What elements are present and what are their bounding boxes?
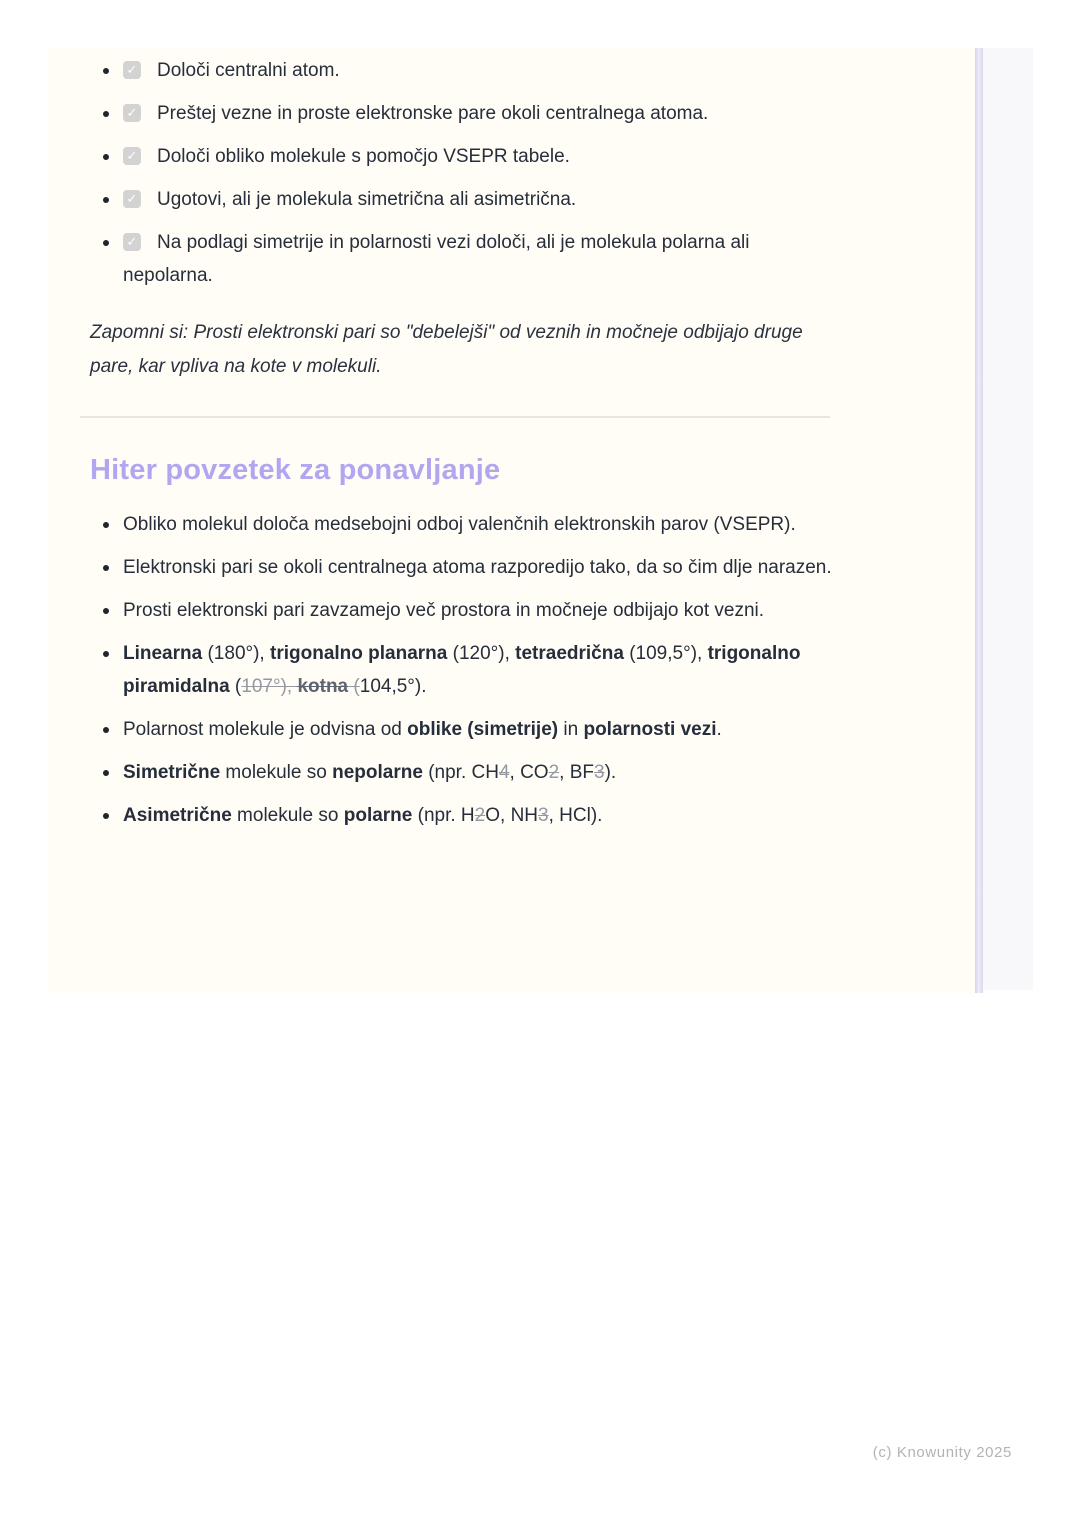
bullet-dot: [103, 756, 123, 789]
text-run: Linearna: [123, 643, 203, 664]
note-page-card: [48, 48, 977, 993]
text-run: .: [716, 719, 722, 740]
summary-item-text: [123, 756, 835, 789]
checklist-item: [103, 140, 932, 173]
checkmark-icon: ✓: [126, 148, 138, 163]
checklist-item-label: Določi obliko molekule s pomočjo VSEPR tabele.: [157, 146, 570, 167]
struck-text-run: 3: [594, 762, 605, 783]
bullet-dot: [103, 799, 123, 832]
summary-list: [90, 508, 932, 832]
summary-item-text: [123, 799, 835, 832]
struck-text-run: 2: [548, 762, 560, 783]
text-run: in: [558, 719, 584, 740]
section-divider: [80, 416, 830, 418]
text-run: (npr. H: [412, 805, 475, 826]
text-run: Prosti elektronski pari zavzamejo več prostora in močneje odbijajo kot vezni.: [123, 600, 765, 621]
right-gutter-panel: [983, 48, 1033, 990]
text-run: (npr. CH: [422, 762, 499, 783]
summary-item-text: [123, 551, 835, 584]
checklist-item: [103, 97, 932, 130]
checkbox-checked-icon[interactable]: [123, 233, 141, 251]
scrollbar-track[interactable]: [975, 48, 983, 993]
summary-item: [103, 551, 932, 584]
checklist-item-content: [123, 140, 835, 173]
bullet-dot: [103, 594, 123, 627]
struck-text-run: 107°),: [241, 676, 298, 697]
struck-text-run: 2: [474, 805, 486, 826]
text-run: Elektronski pari se okoli centralnega atoma razporedijo tako, da so čim dlje narazen.: [123, 557, 832, 578]
summary-item-text: [123, 594, 835, 627]
bullet-dot: [103, 226, 123, 292]
text-run: trigonalno piramidalna: [123, 643, 801, 697]
checklist-item-content: [123, 97, 835, 130]
bullet-dot: [103, 97, 123, 130]
checkbox-checked-icon[interactable]: [123, 61, 141, 79]
struck-text-run: 4: [498, 762, 510, 783]
bullet-dot: [103, 637, 123, 703]
text-run: molekule so: [220, 762, 333, 783]
checkmark-icon: ✓: [126, 62, 138, 77]
summary-heading: Hiter povzetek za ponavljanje: [90, 454, 501, 486]
checklist-item-label: Določi centralni atom.: [157, 60, 340, 81]
summary-item-text: [123, 713, 835, 746]
text-run: (180°),: [202, 643, 270, 664]
text-run: Obliko molekul določa medsebojni odboj valenčnih elektronskih parov (VSEPR).: [123, 514, 796, 535]
text-run: , HCl).: [548, 805, 603, 826]
struck-text-run: (: [348, 676, 360, 697]
checklist-item: [103, 183, 932, 216]
summary-item: [103, 756, 932, 789]
summary-item-text: [123, 508, 835, 541]
checkmark-icon: ✓: [126, 234, 138, 249]
text-run: oblike (simetrije): [407, 719, 559, 740]
checklist-item-label: Preštej vezne in proste elektronske pare okoli centralnega atoma.: [157, 103, 709, 124]
summary-item: [103, 508, 932, 541]
bullet-dot: [103, 140, 123, 173]
bullet-dot: [103, 183, 123, 216]
summary-item: [103, 594, 932, 627]
reminder-note: Zapomni si: Prosti elektronski pari so "debelejši" od veznih in močneje odbijajo druge pare, kar vpliva na kote v molekuli.: [90, 322, 803, 377]
bullet-dot: [103, 551, 123, 584]
checkmark-icon: ✓: [126, 191, 138, 206]
summary-item: [103, 713, 932, 746]
text-run: trigonalno planarna: [270, 643, 448, 664]
checkmark-icon: ✓: [126, 105, 138, 120]
summary-item: [103, 637, 932, 703]
checklist-item-content: [123, 54, 835, 87]
summary-item: [103, 799, 932, 832]
checklist-item-label: Ugotovi, ali je molekula simetrična ali asimetrična.: [157, 189, 577, 210]
text-run: polarne: [343, 805, 413, 826]
checklist-item: [103, 54, 932, 87]
text-run: nepolarne: [332, 762, 423, 783]
checklist: [90, 54, 932, 292]
text-run: , CO: [509, 762, 549, 783]
summary-item-text: [123, 637, 835, 703]
text-run: O, NH: [485, 805, 539, 826]
checklist-item: [103, 226, 932, 292]
text-run: (120°),: [447, 643, 516, 664]
checklist-item-label: Na podlagi simetrije in polarnosti vezi določi, ali je molekula polarna ali nepolarna.: [123, 232, 750, 286]
struck-text-run: kotna: [297, 676, 349, 697]
text-run: (: [229, 676, 242, 697]
checkbox-checked-icon[interactable]: [123, 190, 141, 208]
bullet-dot: [103, 508, 123, 541]
text-run: , BF: [559, 762, 595, 783]
checkbox-checked-icon[interactable]: [123, 147, 141, 165]
text-run: 104,5°).: [359, 676, 427, 697]
text-run: Asimetrične: [123, 805, 232, 826]
text-run: polarnosti vezi: [583, 719, 717, 740]
text-run: Polarnost molekule je odvisna od: [123, 719, 408, 740]
copyright-text: (c) Knowunity 2025: [872, 1444, 1012, 1461]
text-run: (109,5°),: [623, 643, 708, 664]
checkbox-checked-icon[interactable]: [123, 104, 141, 122]
bullet-dot: [103, 54, 123, 87]
struck-text-run: 3: [538, 805, 549, 826]
text-run: ).: [604, 762, 617, 783]
text-run: tetraedrična: [515, 643, 624, 664]
checklist-item-content: [123, 226, 835, 292]
checklist-item-content: [123, 183, 835, 216]
text-run: Simetrične: [123, 762, 221, 783]
text-run: molekule so: [231, 805, 344, 826]
bullet-dot: [103, 713, 123, 746]
